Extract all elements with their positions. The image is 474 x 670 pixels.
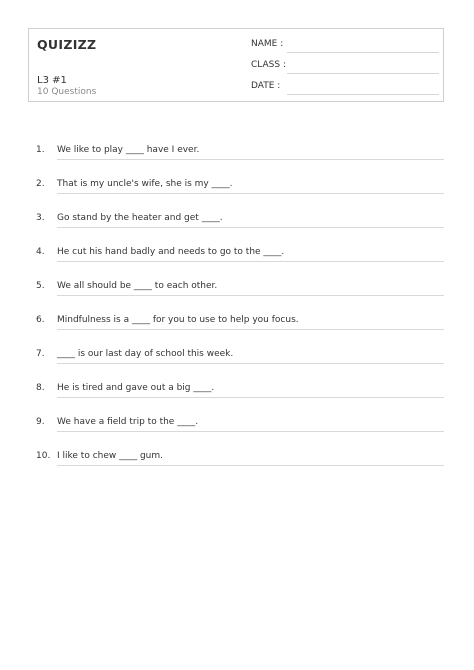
question-text: We have a field trip to the ____. — [57, 417, 199, 427]
answer-line[interactable] — [57, 193, 444, 194]
question-number: 9. — [36, 417, 45, 427]
question-text: I like to chew ____ gum. — [57, 451, 164, 461]
name-label: NAME : — [251, 39, 284, 49]
name-line[interactable] — [287, 52, 439, 53]
answer-line[interactable] — [57, 227, 444, 228]
date-field[interactable] — [251, 81, 439, 95]
question-item — [36, 212, 444, 228]
question-text: We like to play ____ have I ever. — [57, 145, 200, 155]
answer-line[interactable] — [57, 159, 444, 160]
class-line[interactable] — [287, 73, 439, 74]
question-item — [36, 382, 444, 398]
worksheet-header — [28, 28, 444, 102]
question-number: 6. — [36, 315, 45, 325]
answer-line[interactable] — [57, 295, 444, 296]
question-item — [36, 416, 444, 432]
name-field[interactable] — [251, 39, 439, 53]
question-item — [36, 178, 444, 194]
class-label: CLASS : — [251, 60, 286, 70]
question-number: 7. — [36, 349, 45, 359]
question-text: That is my uncle's wife, she is my ____. — [57, 179, 233, 189]
question-number: 1. — [36, 145, 45, 155]
date-label: DATE : — [251, 81, 281, 91]
question-item — [36, 144, 444, 160]
question-number: 4. — [36, 247, 45, 257]
question-item — [36, 246, 444, 262]
question-item — [36, 280, 444, 296]
question-count: 10 Questions — [37, 87, 97, 97]
question-number: 8. — [36, 383, 45, 393]
date-line[interactable] — [287, 94, 439, 95]
answer-line[interactable] — [57, 431, 444, 432]
question-number: 3. — [36, 213, 45, 223]
question-item — [36, 348, 444, 364]
question-text: Go stand by the heater and get ____. — [57, 213, 223, 223]
question-number: 5. — [36, 281, 45, 291]
question-text: ____ is our last day of school this week. — [57, 349, 234, 359]
question-number: 10. — [36, 451, 51, 461]
quizizz-logo: QUIZIZZ — [37, 37, 97, 52]
answer-line[interactable] — [57, 397, 444, 398]
question-text: We all should be ____ to each other. — [57, 281, 218, 291]
question-text: Mindfulness is a ____ for you to use to help you focus. — [57, 315, 299, 325]
answer-line[interactable] — [57, 465, 444, 466]
question-item — [36, 314, 444, 330]
answer-line[interactable] — [57, 363, 444, 364]
answer-line[interactable] — [57, 329, 444, 330]
worksheet-title: L3 #1 — [37, 75, 67, 86]
question-number: 2. — [36, 179, 45, 189]
answer-line[interactable] — [57, 261, 444, 262]
question-text: He cut his hand badly and needs to go to the ____. — [57, 247, 285, 257]
question-text: He is tired and gave out a big ____. — [57, 383, 215, 393]
question-item — [36, 450, 444, 466]
class-field[interactable] — [251, 60, 439, 74]
